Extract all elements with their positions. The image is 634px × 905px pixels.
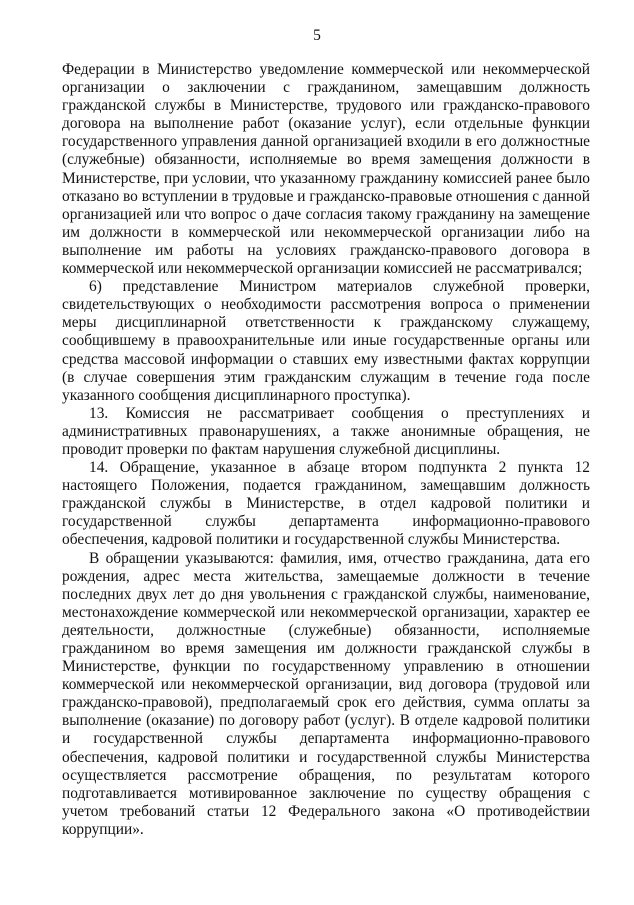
paragraph-continuation: Федерации в Министерство уведомление коммерческой или некоммерческой организации о заключении с гражданином, замещавшим должность гражданской службы в Министерстве, трудового или гражданско-правового договора на выполнение работ (оказание услуг), если отдельные функции государственного управления данной организацией входили в его должностные (служебные) обязанности, исполняемые во время замещения должности в Министерстве, при условии, что указанному гражданину комиссией ранее было отказано во вступлении в трудовые и гражданско-правовые отношения с данной организацией или что вопрос о даче согласия такому гражданину на замещение им должности в коммерческой или некоммерческой организации либо на выполнение им работы на условиях гражданско-правового договора в коммерческой или некоммерческой организации комиссией не рассматривался; (62, 61, 590, 278)
paragraph-clause-13: 13. Комиссия не рассматривает сообщения о преступлениях и административных правонарушениях, а также анонимные обращения, не проводит проверки по фактам нарушения служебной дисциплины. (62, 404, 590, 458)
document-body (62, 61, 590, 839)
paragraph-item-6: 6) представление Министром материалов служебной проверки, свидетельствующих о необходимости рассмотрения вопроса о применении меры дисциплинарной ответственности к гражданскому служащему, сообщившему в правоохранительные или иные государственные органы или средства массовой информации о ставших ему известными фактах коррупции (в случае совершения этим гражданским служащим в течение года после указанного сообщения дисциплинарного проступка). (62, 278, 590, 404)
paragraph-clause-14: 14. Обращение, указанное в абзаце втором подпункта 2 пункта 12 настоящего Положения, подается гражданином, замещавшим должность гражданской службы в Министерстве, в отдел кадровой политики и государственной службы департамента информационно-правового обеспечения, кадровой политики и государственной службы Министерства. (62, 459, 590, 549)
paragraph-appeal-contents: В обращении указываются: фамилия, имя, отчество гражданина, дата его рождения, адрес места жительства, замещаемые должности в течение последних двух лет до дня увольнения с гражданской службы, наименование, местонахождение коммерческой или некоммерческой организации, характер ее деятельности, должностные (служебные) обязанности, исполняемые гражданином во время замещения им должности гражданской службы в Министерстве, функции по государственному управлению в отношении коммерческой или некоммерческой организации, вид договора (трудовой или гражданско-правовой), предполагаемый срок его действия, сумма оплаты за выполнение (оказание) по договору работ (услуг). В отделе кадровой политики и государственной службы департамента информационно-правового обеспечения, кадровой политики и государственной службы Министерства осуществляется рассмотрение обращения, по результатам которого подготавливается мотивированное заключение по существу обращения с учетом требований статьи 12 Федерального закона «О противодействии коррупции». (62, 549, 590, 838)
page-number: 5 (313, 27, 321, 44)
